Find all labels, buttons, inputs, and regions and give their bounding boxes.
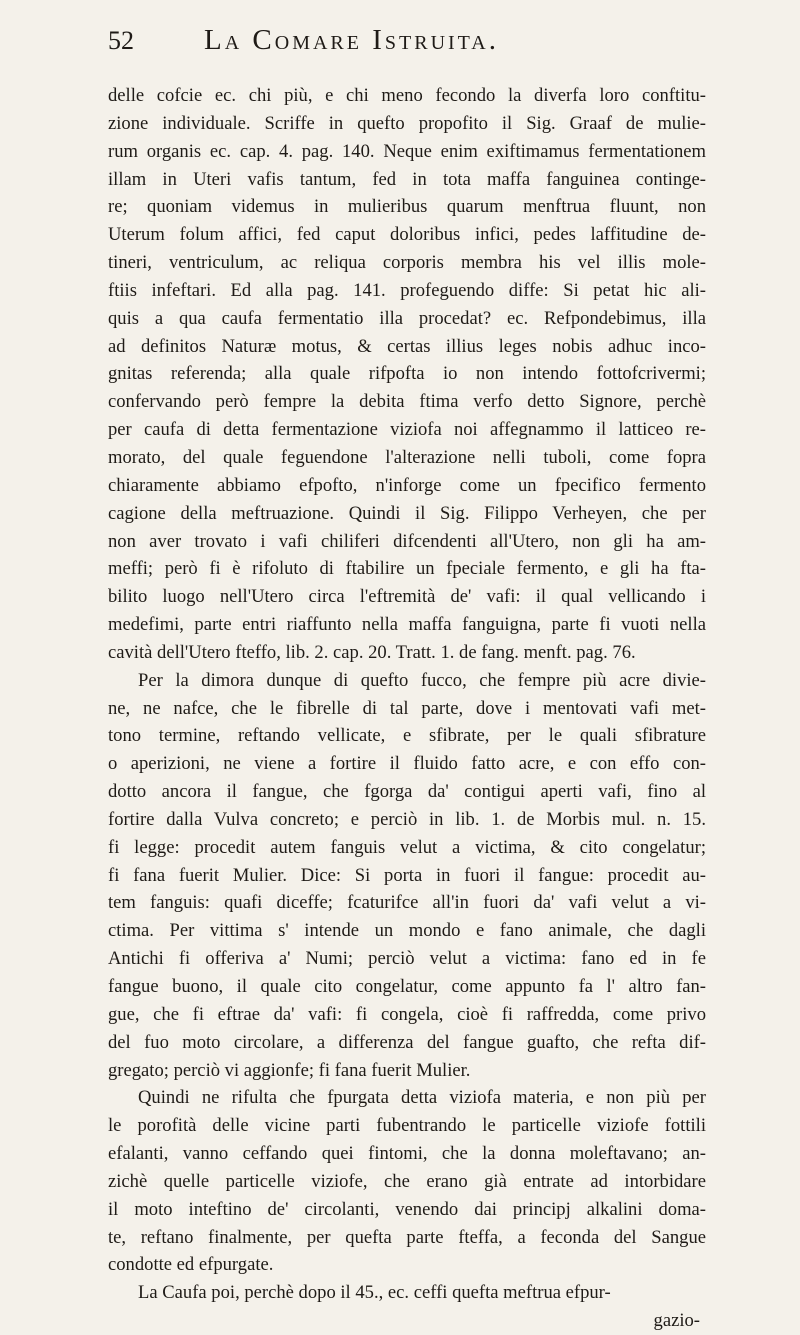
text-line: gregato; perciò vi aggionfe; fi fana fuerit Mulier. [108, 1059, 471, 1081]
text-line: tineri, ventriculum, ac reliqua corporis membra his vel illis mole- [108, 252, 706, 274]
text-line: il moto inteftino de' circolanti, venendo dai principj alkalini doma- [108, 1198, 706, 1220]
text-line: fortire dalla Vulva concreto; e perciò in lib. 1. de Morbis mul. n. 15. [108, 808, 706, 830]
text-line: per caufa di detta fermentazione viziofa noi affegnammo il latticeo re- [108, 419, 706, 441]
text-line: ne, ne nafce, che le fibrelle di tal parte, dove i mentovati vafi met- [108, 697, 706, 719]
page-header [108, 24, 720, 84]
text-line: ad definitos Naturæ motus, & certas illius leges nobis adhuc inco- [108, 335, 706, 357]
text-line: quis a qua caufa fermentatio illa procedat? ec. Refpondebimus, illa [108, 307, 706, 329]
text-line: te, reftano finalmente, per quefta parte fteffa, a feconda del Sangue [108, 1226, 706, 1248]
text-line: fangue buono, il quale cito congelatur, come appunto fa l' altro fan- [108, 976, 706, 997]
text-line: confervando però fempre la debita ftima verfo detto Signore, perchè [108, 391, 706, 413]
text-line: gue, che fi eftrae da' vafi: fi congela, cioè fi raffredda, come privo [108, 1003, 706, 1025]
text-line: tem fanguis: quafi diceffe; fcaturifce all'in fuori da' vafi velut a vi- [108, 892, 706, 914]
text-line: re; quoniam videmus in mulieribus quarum menftrua fluunt, non [108, 196, 706, 218]
text-line: zichè quelle particelle viziofe, che erano già entrate ad intorbidare [108, 1170, 706, 1192]
text-line: ftiis infeftari. Ed alla pag. 141. profeguendo diffe: Si petat hic ali- [108, 279, 706, 301]
text-line: chiaramente abbiamo efpofto, n'inforge come un fpecifico fermento [108, 474, 706, 496]
running-title: La Comare Istruita. [204, 24, 499, 56]
text-line: o aperizioni, ne viene a fortire il fluido fatto acre, e con effo con- [108, 753, 706, 775]
page-number: 52 [108, 26, 134, 55]
text-line: del fuo moto circolare, a differenza del fangue guafto, che refta dif- [108, 1031, 706, 1053]
text-line: non aver trovato i vafi chiliferi difcendenti all'Utero, non gli ha am- [108, 530, 706, 552]
text-line: fi fana fuerit Mulier. Dice: Si porta in fuori il fangue: procedit au- [108, 864, 706, 886]
text-line: Uterum folum affici, fed caput doloribus infici, pedes laffitudine de- [108, 224, 706, 246]
text-line: efalanti, vanno ceffando quei fintomi, che la donna moleftavano; an- [108, 1143, 706, 1165]
text-line: medefimi, parte entri riaffunto nella maffa fanguigna, parte fi vuoti nella [108, 614, 706, 636]
text-line: fi legge: procedit autem fanguis velut a victima, & cito congelatur; [108, 836, 706, 858]
text-line: tono termine, reftando vellicate, e sfibrate, per le quali sfibrature [108, 725, 706, 747]
text-line: bilito luogo nell'Utero circa l'eftremità de' vafi: il qual vellicando i [108, 586, 706, 608]
text-line: morato, del quale feguendone l'alterazione nelli tuboli, come fopra [108, 446, 706, 468]
text-line: dotto ancora il fangue, che fgorga da' contigui aperti vafi, fino al [108, 781, 706, 803]
text-line: illam in Uteri vafis tantum, fed in tota maffa fanguinea continge- [108, 168, 706, 190]
text-line: ctima. Per vittima s' intende un mondo e fano animale, che dagli [108, 920, 706, 942]
text-line: La Caufa poi, perchè dopo il 45., ec. ceffi quefta meftrua efpur- [138, 1282, 611, 1304]
catchword: gazio- [653, 1310, 700, 1332]
text-line: Quindi ne rifulta che fpurgata detta viziofa materia, e non più per [138, 1087, 706, 1109]
text-line: rum organis ec. cap. 4. pag. 140. Neque enim exiftimamus fermentationem [108, 140, 706, 162]
body-text [108, 82, 706, 1335]
text-line: cagione della meftruazione. Quindi il Sig. Filippo Verheyen, che per [108, 502, 706, 524]
text-line: le porofità delle vicine parti fubentrando le particelle viziofe fottili [108, 1115, 706, 1137]
text-line: condotte ed efpurgate. [108, 1254, 274, 1276]
text-line: delle cofcie ec. chi più, e chi meno fecondo la diverfa loro conftitu- [108, 85, 706, 106]
text-line: Per la dimora dunque di quefto fucco, che fempre più acre divie- [138, 669, 706, 691]
text-line: cavità dell'Utero fteffo, lib. 2. cap. 20. Tratt. 1. de fang. menft. pag. 76. [108, 641, 636, 663]
text-line: Antichi fi offeriva a' Numi; perciò velut a victima: fano ed in fe [108, 948, 706, 970]
text-line: meffi; però fi è rifoluto di ftabilire un fpeciale fermento, e gli ha fta- [108, 558, 706, 580]
text-line: zione individuale. Scriffe in quefto propofito il Sig. Graaf de mulie- [108, 112, 706, 134]
text-line: gnitas referenda; alla quale rifpofta io non intendo fottofcrivermi; [108, 363, 706, 385]
